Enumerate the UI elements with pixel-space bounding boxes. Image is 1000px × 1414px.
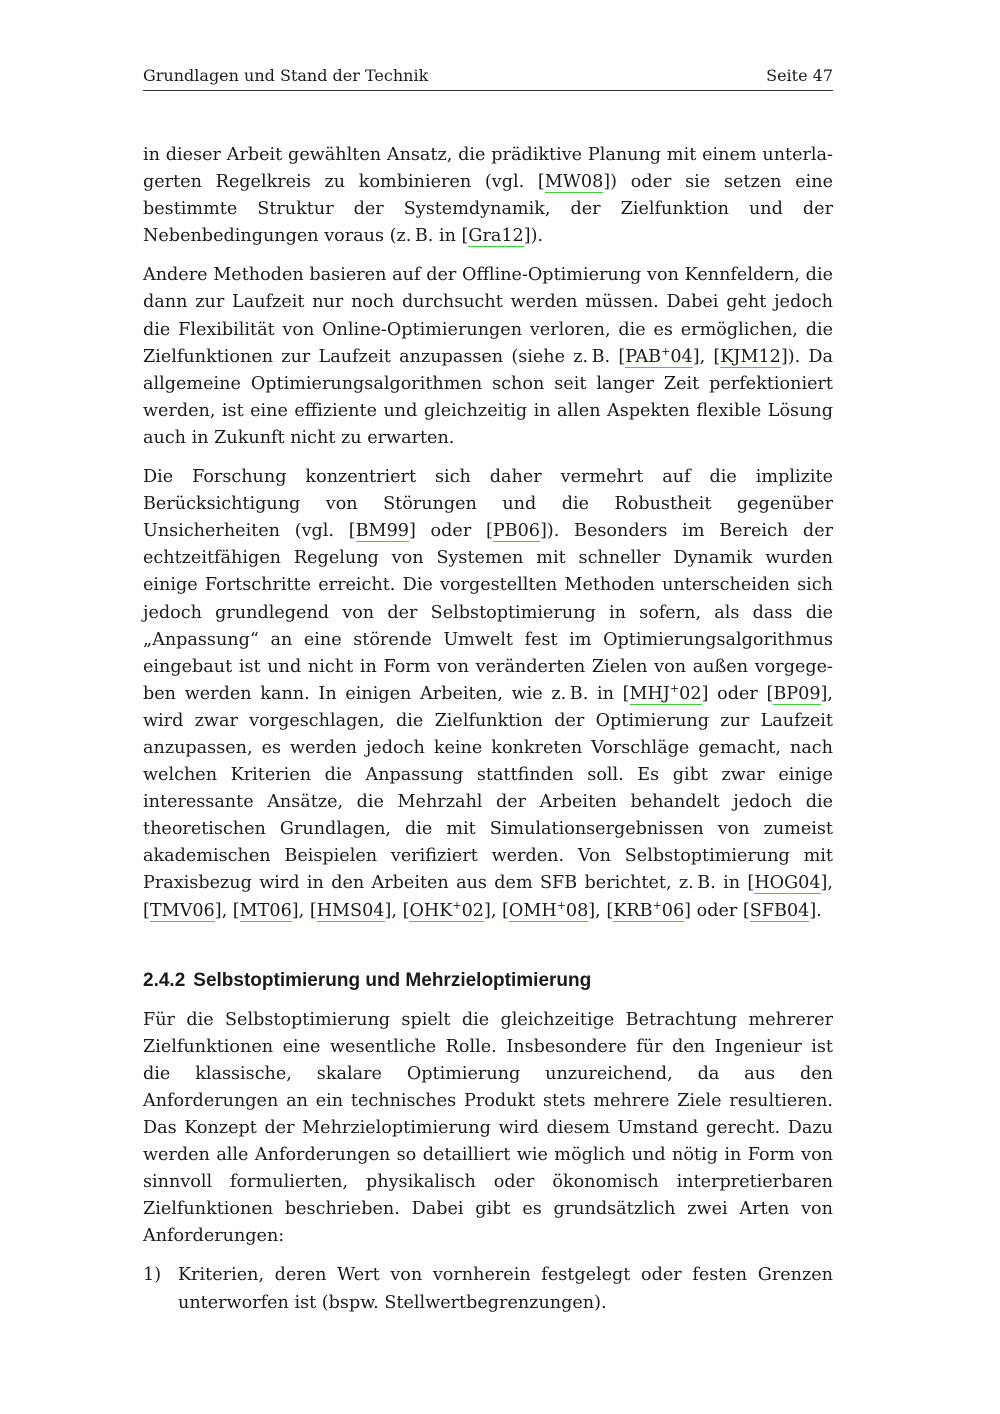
text-run: ]). [523,226,544,247]
citation-link[interactable]: PB06 [492,521,540,542]
citation-link[interactable]: MW08 [544,172,604,193]
paragraph-3 [143,464,833,925]
citation-link[interactable]: BM99 [355,521,409,542]
text-run: ]. [809,900,822,921]
citation-link[interactable]: HOG04 [754,873,821,894]
body-text [143,142,833,1317]
citation-key: MHJ [629,683,670,704]
text-run: ] oder [ [684,900,750,921]
text-run: ], [ [214,900,240,921]
text-run: ], wird zwar vorgeschlagen, die Zielfunktion der Optimierung zur Laufzeit anzupassen, es werden jedoch keine konkreten Vorschläge gemacht, nach welchen Kriterien die Anpassung stattfinden soll. Es gibt zwar einige interessante Ansätze, die Mehrzahl der Arbeiten behandelt jedoch die theoretischen Grundlagen, die mit Simulationsergebnissen von zumeist akademischen Beispielen verifiziert werden. Von Selbstoptimierung mit Praxisbezug wird in den Arbeiten aus dem SFB berichtet, z. B. in [ [143,683,833,894]
list-marker: 1) [143,1265,162,1286]
citation-year: 02 [679,683,702,704]
citation-link[interactable] [613,898,685,922]
section-heading [143,969,833,993]
citation-sup: + [556,898,566,912]
text-run: ], [ [143,873,833,921]
citation-link[interactable]: MT06 [239,900,292,921]
citation-link[interactable] [625,344,693,368]
list-item [143,1262,833,1316]
citation-link[interactable]: BP09 [773,683,821,704]
citation-link[interactable] [409,898,484,922]
citation-key: OMH [508,900,557,921]
text-run: Andere Methoden basieren auf der Offline-Optimierung von Kennfeldern, die dann zur Laufzeit nur noch durchsucht werden müssen. Dabei geht jedoch die Flexibilität von Online-Optimierungen verloren, die es ermöglichen, die Zielfunktionen zur Laufzeit anzupassen (siehe z. B. [ [143,265,833,367]
text-run: ], [ [692,346,721,367]
citation-year: 02 [461,900,484,921]
citation-link[interactable] [629,681,702,705]
page-number: Seite 47 [766,66,833,85]
text-run: ], [ [384,900,410,921]
citation-key: KRB [613,900,653,921]
running-header [143,66,833,91]
citation-link[interactable] [508,898,589,922]
text-run: ]). Da allgemeine Optimierungsalgorithmen schon seit langer Zeit perfektioniert werden, ist eine effiziente und gleichzeitig in allen Aspekten flexible Lösung auch in Zukunft nicht zu erwarten. [143,346,833,448]
citation-sup: + [661,344,671,358]
citation-year: 06 [661,900,685,921]
text-run: ], [ [483,900,509,921]
text-run: ] oder [ [701,683,774,704]
citation-sup: + [652,898,662,912]
citation-link[interactable]: KJM12 [720,346,781,367]
citation-year: 04 [670,346,693,367]
paragraph-1 [143,142,833,250]
text-run: ], [ [588,900,614,921]
text-run: ], [ [291,900,317,921]
citation-link[interactable]: SFB04 [749,900,810,921]
citation-link[interactable]: Gra12 [468,226,524,247]
citation-sup: + [669,681,680,695]
citation-link[interactable]: HMS04 [316,900,385,921]
chapter-title: Grundlagen und Stand der Technik [143,66,429,85]
paragraph-4: Für die Selbstoptimierung spielt die gleichzeitige Betrachtung mehrerer Zielfunktionen eine wesentliche Rolle. Insbesondere für den Ingenieur ist die klassische, skalare Optimierung unzureichend, da aus den Anforderungen an ein technisches Produkt stets mehrere Ziele resultieren. Das Konzept der Mehrzieloptimierung wird diesem Umstand gerecht. Dazu werden alle Anforderungen so detailliert wie möglich und nötig in Form von sinnvoll formulierten, physikalisch oder ökonomisch interpretierbaren Zielfunktionen beschrieben. Dabei gibt es grundsätzlich zwei Arten von Anforderungen: [143,1009,833,1247]
citation-link[interactable]: TMV06 [149,900,215,921]
paragraph-2 [143,262,833,452]
section-number: 2.4.2 [143,969,186,991]
citation-key: PAB [625,346,662,367]
citation-key: OHK [409,900,453,921]
section-title: Selbstoptimierung und Mehrzieloptimierung [193,969,592,991]
citation-year: 08 [565,900,589,921]
text-run: ]). Besonders im Bereich der echtzeitfähigen Regelung von Systemen mit schneller Dynamik wurden einige Fortschritte erreicht. Die vorgestellten Methoden unterscheiden sich jedoch grundlegend von der Selbstoptimierung in sofern, als dass die „Anpassung“ an eine störende Umwelt fest im Optimierungsalgorithmus eingebaut ist und nicht in Form von veränderten Zielen von außen vorgegeben werden kann. In einigen Arbeiten, wie z. B. in [ [143,521,834,704]
list-item-text: Kriterien, deren Wert von vornherein festgelegt oder festen Grenzen unterworfen ist (bspw. Stellwertbegrenzungen). [178,1265,833,1313]
text-run: Die Forschung konzentriert sich daher vermehrt auf die implizite Berücksichtigung von Störungen und die Robustheit gegenüber Unsicherheiten (vgl. [ [143,467,833,542]
text-run: ]) oder sie setzen eine bestimmte Struktur der Systemdynamik, der Zielfunktion und der Nebenbedingungen voraus (z. B. in [ [143,172,833,247]
text-run: ] oder [ [408,521,493,542]
text-run: in dieser Arbeit gewählten Ansatz, die prädiktive Planung mit einem unterlagerten Regelkreis zu kombinieren (vgl. [ [143,145,833,193]
citation-sup: + [452,898,462,912]
